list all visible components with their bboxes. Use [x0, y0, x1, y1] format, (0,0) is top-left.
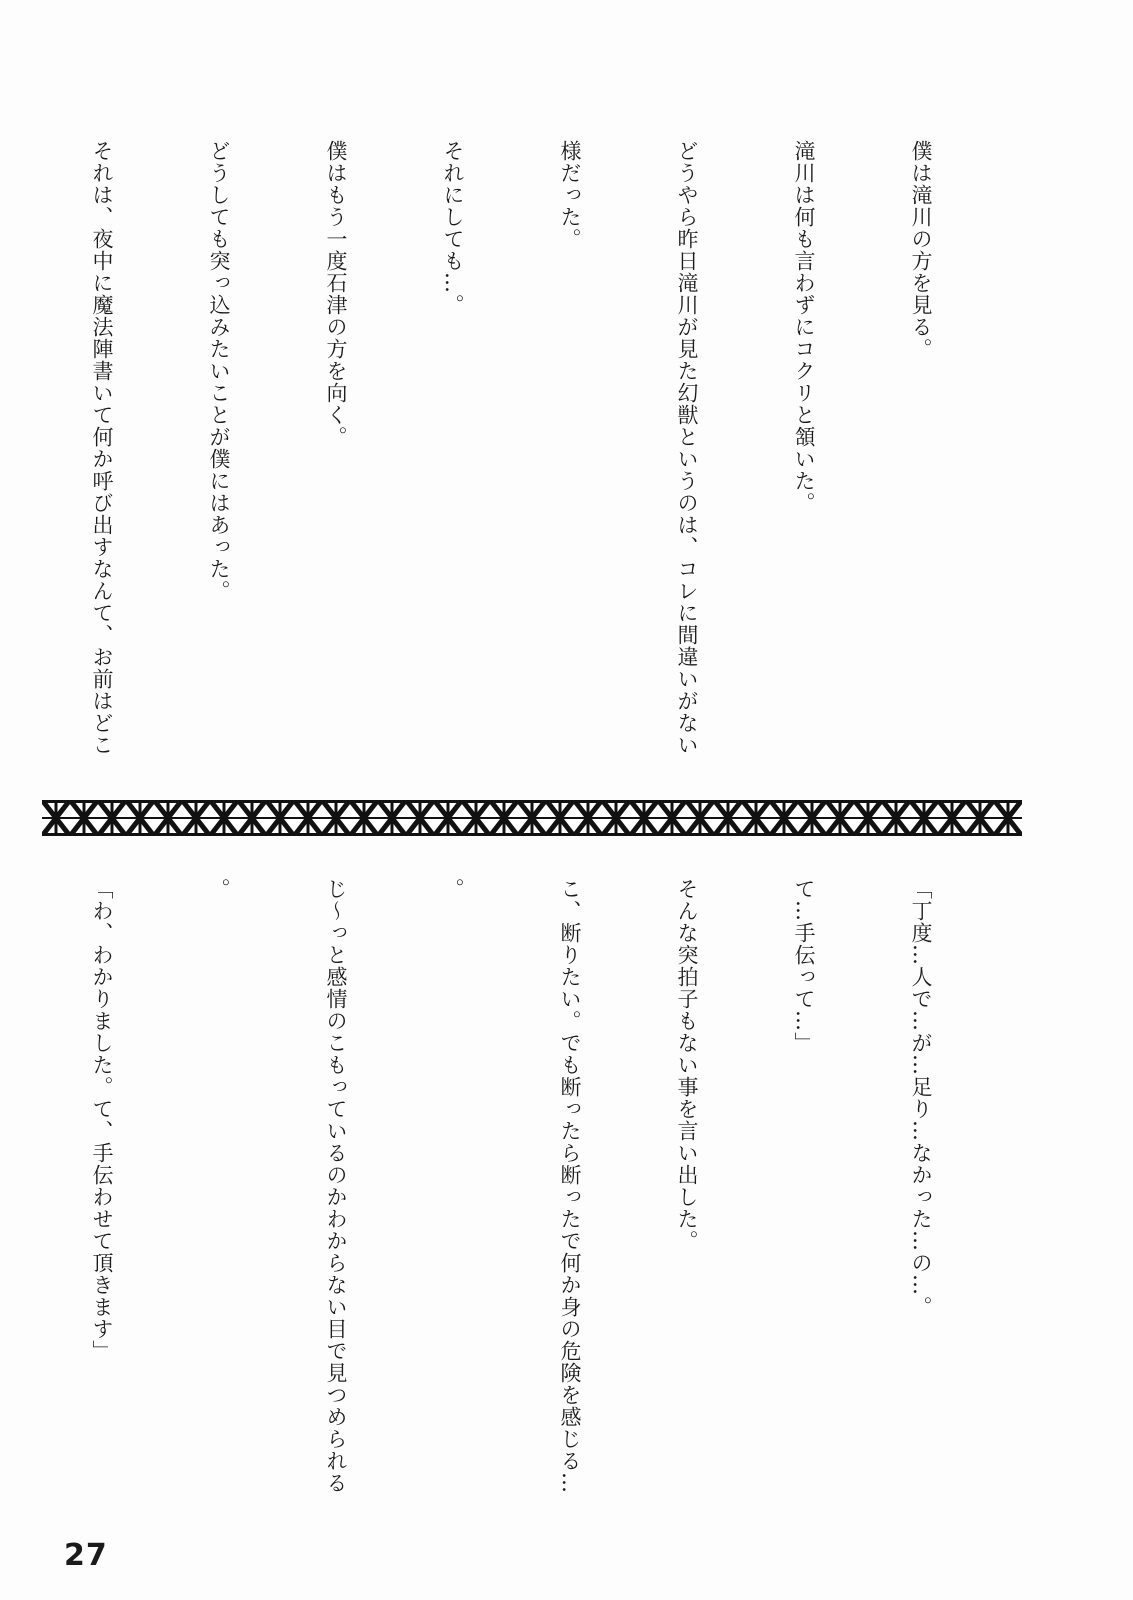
- text-line: 。: [441, 878, 465, 900]
- text-line: 僕はもう一度石津の方を向く。: [324, 140, 348, 448]
- ornamental-divider: [42, 800, 1022, 836]
- text-line: そんな突拍子もない事を言い出した。: [675, 878, 699, 1252]
- text-line: それにしても…。: [441, 140, 465, 316]
- page-number: 27: [64, 1538, 108, 1573]
- text-line: て…手伝って…」: [792, 878, 816, 1054]
- text-line: どうしても突っ込みたいことが僕にはあった。: [207, 140, 231, 602]
- text-line: 「わ、わかりました。て、手伝わせて頂きます」: [90, 878, 114, 1362]
- text-line: 様だった。: [558, 140, 582, 250]
- text-line: 。: [207, 878, 231, 900]
- text-line: [0, 140, 4, 780]
- text-line: それは、夜中に魔法陣書いて何か呼び出すなんて、お前はどこ: [90, 140, 114, 756]
- text-line: 滝川は何も言わずにコクリと頷いた。: [792, 140, 816, 514]
- text-line: どうやら昨日滝川が見た幻獣というのは、コレに間違いがない: [675, 140, 699, 756]
- text-line: じ〜っと感情のこもっているのかわからない目で見つめられる: [324, 878, 348, 1494]
- upper-text-section: [90, 140, 1018, 780]
- lower-text-section: [90, 878, 1018, 1518]
- text-line: 「丁度…人で…が…足り…なかった…の…。: [909, 878, 933, 1318]
- text-line: こ、断りたい。でも断ったら断ったで何か身の危険を感じる…: [558, 878, 582, 1494]
- text-line: 僕は滝川の方を見る。: [909, 140, 933, 360]
- text-line: [0, 878, 4, 1518]
